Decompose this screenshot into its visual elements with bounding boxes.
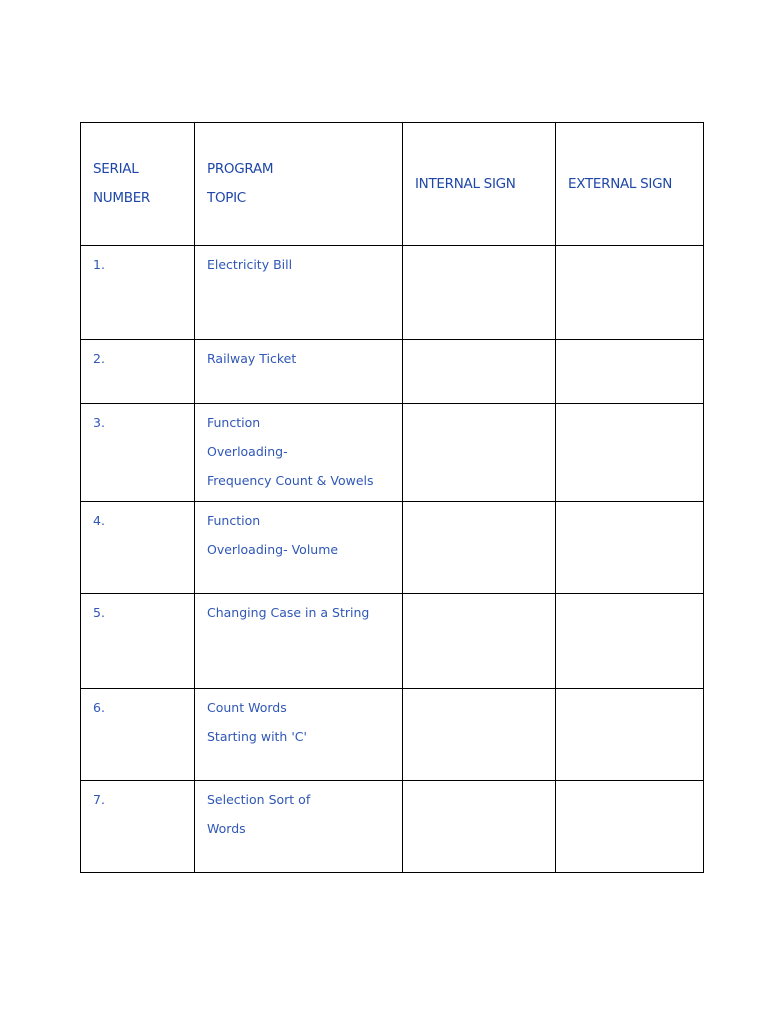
topic-cell <box>195 594 403 689</box>
header-topic-line-2: TOPIC <box>207 190 246 206</box>
topic-line: Function <box>207 513 261 528</box>
serial-cell <box>81 594 195 689</box>
header-internal-sign <box>403 123 556 246</box>
internal-sign-cell[interactable] <box>403 781 556 873</box>
header-external-label: EXTERNAL SIGN <box>568 175 673 192</box>
program-index-table <box>80 122 704 873</box>
table-row <box>81 340 704 404</box>
header-external-sign <box>556 123 704 246</box>
topic-cell <box>195 781 403 873</box>
topic-line: Frequency Count & Vowels <box>207 473 374 488</box>
header-internal-label: INTERNAL SIGN <box>415 175 516 192</box>
topic-line: Electricity Bill <box>207 257 293 272</box>
internal-sign-cell[interactable] <box>403 502 556 594</box>
serial-cell <box>81 781 195 873</box>
table-row <box>81 689 704 781</box>
external-sign-cell[interactable] <box>556 340 704 404</box>
header-program-topic <box>195 123 403 246</box>
topic-line: Selection Sort of <box>207 792 311 807</box>
topic-line: Words <box>207 821 246 836</box>
header-topic-line-1: PROGRAM <box>207 161 274 177</box>
topic-line: Changing Case in a String <box>207 605 370 620</box>
topic-line: Starting with 'C' <box>207 729 307 744</box>
topic-cell <box>195 246 403 340</box>
serial-cell <box>81 246 195 340</box>
external-sign-cell[interactable] <box>556 404 704 502</box>
serial-cell <box>81 502 195 594</box>
serial-cell <box>81 689 195 781</box>
header-serial-line-2: NUMBER <box>93 190 150 206</box>
serial-number: 2. <box>93 351 105 366</box>
topic-cell <box>195 689 403 781</box>
internal-sign-cell[interactable] <box>403 246 556 340</box>
internal-sign-cell[interactable] <box>403 689 556 781</box>
table-header-row <box>81 123 704 246</box>
topic-cell <box>195 502 403 594</box>
external-sign-cell[interactable] <box>556 689 704 781</box>
external-sign-cell[interactable] <box>556 502 704 594</box>
header-serial-line-1: SERIAL <box>93 161 139 177</box>
header-serial-number <box>81 123 195 246</box>
serial-number: 4. <box>93 513 105 528</box>
topic-line: Railway Ticket <box>207 351 297 366</box>
external-sign-cell[interactable] <box>556 246 704 340</box>
table-row <box>81 502 704 594</box>
table-row <box>81 404 704 502</box>
topic-line: Overloading- <box>207 444 288 459</box>
internal-sign-cell[interactable] <box>403 594 556 689</box>
topic-line: Count Words <box>207 700 287 715</box>
topic-line: Overloading- Volume <box>207 542 339 557</box>
table-row <box>81 594 704 689</box>
serial-cell <box>81 340 195 404</box>
table-row <box>81 781 704 873</box>
external-sign-cell[interactable] <box>556 594 704 689</box>
serial-cell <box>81 404 195 502</box>
topic-cell <box>195 404 403 502</box>
internal-sign-cell[interactable] <box>403 340 556 404</box>
internal-sign-cell[interactable] <box>403 404 556 502</box>
serial-number: 1. <box>93 257 105 272</box>
topic-line: Function <box>207 415 261 430</box>
serial-number: 5. <box>93 605 105 620</box>
serial-number: 7. <box>93 792 105 807</box>
serial-number: 3. <box>93 415 105 430</box>
external-sign-cell[interactable] <box>556 781 704 873</box>
table-row <box>81 246 704 340</box>
serial-number: 6. <box>93 700 105 715</box>
topic-cell <box>195 340 403 404</box>
